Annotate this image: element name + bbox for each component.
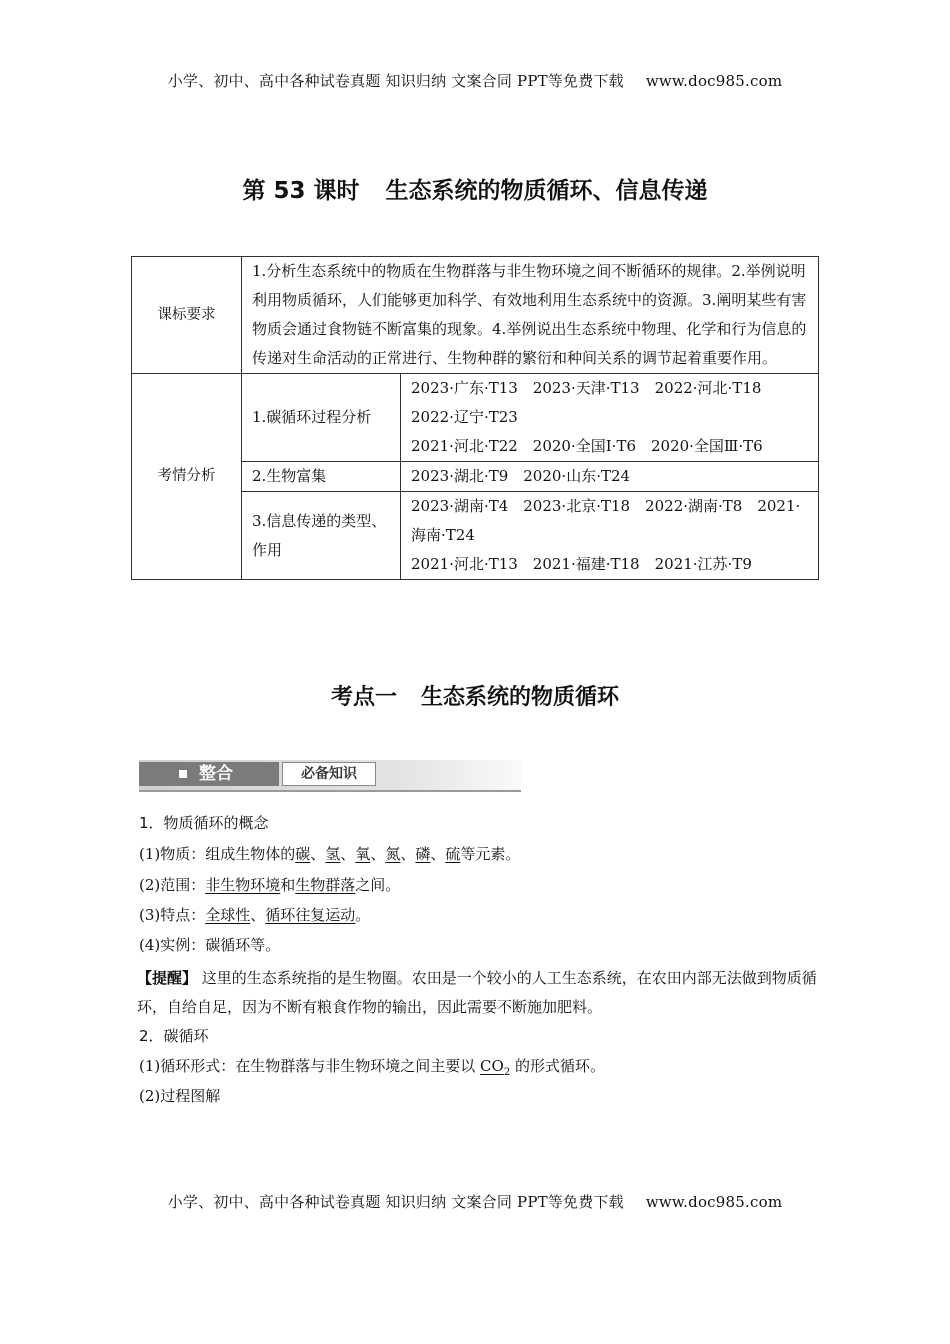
- para-text: (2)范围：: [139, 876, 206, 894]
- square-bullet-icon: [179, 770, 187, 778]
- ref-line: 2021·河北·T22 2020·全国Ⅰ·T6 2020·全国Ⅲ·T6: [411, 437, 763, 455]
- separator: 、: [310, 845, 326, 863]
- header-text: 小学、初中、高中各种试卷真题 知识归纳 文案合同 PPT等免费下载: [167, 72, 624, 90]
- page-header: [0, 70, 950, 91]
- para-text: 之间。: [355, 876, 401, 894]
- reminder-text: 这里的生态系统指的是生物圈。农田是一个较小的人工生态系统，在农田内部无法做到物质循环，自给自足，因为不断有粮食作物的输出，因此需要不断施加肥料。: [137, 969, 817, 1016]
- para-text: 。: [355, 906, 371, 924]
- reminder-note: [137, 964, 817, 1022]
- para-text: 的形式循环。: [510, 1057, 605, 1075]
- separator: 、: [370, 845, 386, 863]
- ref-line: 2021·河北·T13 2021·福建·T18 2021·江苏·T9: [411, 555, 752, 573]
- section-topic: 生态系统的物质循环: [421, 685, 620, 710]
- key-term: 全球性: [205, 906, 251, 924]
- topic-cell: 1.碳循环过程分析: [242, 374, 401, 462]
- req-label: 课标要求: [132, 257, 242, 374]
- element-term: 氮: [385, 845, 401, 863]
- page-title: [0, 172, 950, 205]
- ref-line: 海南·T24: [411, 526, 475, 544]
- footer-text: 小学、初中、高中各种试卷真题 知识归纳 文案合同 PPT等免费下载: [167, 1193, 624, 1211]
- separator: 、: [400, 845, 416, 863]
- table-row: [132, 374, 819, 462]
- separator: 、: [340, 845, 356, 863]
- para-cycle-form: [139, 1055, 605, 1078]
- header-url[interactable]: www.doc985.com: [645, 72, 783, 90]
- footer-url[interactable]: www.doc985.com: [645, 1193, 783, 1211]
- section-title: [0, 680, 950, 711]
- para-text: (3)特点：: [139, 906, 206, 924]
- topic-cell: 3.信息传递的类型、作用: [242, 492, 401, 580]
- refs-cell: [401, 492, 819, 580]
- para-text: 、: [250, 906, 266, 924]
- key-term: 非生物环境: [205, 876, 281, 894]
- banner-main: 整合: [199, 764, 233, 784]
- key-term: 生物群落: [295, 876, 356, 894]
- element-term: 磷: [415, 845, 431, 863]
- page-footer: [0, 1191, 950, 1212]
- reminder-label: 【提醒】: [137, 969, 198, 987]
- ref-line: 2023·湖南·T4 2023·北京·T18 2022·湖南·T8 2021·: [411, 497, 801, 515]
- key-term: 循环往复运动: [265, 906, 356, 924]
- separator: 、: [430, 845, 446, 863]
- para-substance: [139, 843, 520, 864]
- curriculum-table: [131, 256, 819, 580]
- banner-sub: 必备知识: [282, 762, 376, 786]
- ref-line: 2023·广东·T13 2023·天津·T13 2022·河北·T18: [411, 379, 762, 397]
- co2-term: $CO_2$: [480, 1057, 511, 1078]
- refs-cell: [401, 374, 819, 462]
- para-example: (4)实例：碳循环等。: [139, 936, 281, 954]
- element-term: 碳: [295, 845, 311, 863]
- para-features: [139, 904, 370, 925]
- ref-line: 2023·湖北·T9 2020·山东·T24: [411, 467, 631, 485]
- para-diagram: (2)过程图解: [139, 1087, 221, 1105]
- refs-cell: [401, 462, 819, 492]
- req-text: 1.分析生态系统中的物质在生物群落与非生物环境之间不断循环的规律。2.举例说明利用物质循环，人们能够更加科学、有效地利用生态系统中的资源。3.阐明某些有害物质会通过食物链不断富集的现象。4.举例说出生态系统中物理、化学和行为信息的传递对生命活动的正常进行、生物种群的繁衍和种间关系的调节起着重要作用。: [242, 257, 819, 374]
- table-row: [132, 257, 819, 374]
- analysis-label: 考情分析: [132, 374, 242, 580]
- ref-line: 2022·辽宁·T23: [411, 408, 518, 426]
- topic-cell: 2.生物富集: [242, 462, 401, 492]
- heading-material-cycle: 1．物质循环的概念: [139, 814, 269, 832]
- para-text: 等元素。: [460, 845, 521, 863]
- title-lesson: 第 53 课时: [242, 178, 360, 204]
- element-term: 氧: [355, 845, 371, 863]
- element-term: 氢: [325, 845, 341, 863]
- knowledge-banner: [139, 760, 521, 792]
- para-scope: [139, 874, 400, 895]
- element-term: 硫: [445, 845, 461, 863]
- heading-carbon-cycle: 2．碳循环: [139, 1027, 209, 1045]
- title-topic: 生态系统的物质循环、信息传递: [385, 178, 708, 204]
- para-text: (1)物质：组成生物体的: [139, 845, 296, 863]
- para-text: 和: [280, 876, 296, 894]
- para-text: (1)循环形式：在生物群落与非生物环境之间主要以: [139, 1057, 481, 1075]
- section-number: 考点一: [330, 685, 397, 710]
